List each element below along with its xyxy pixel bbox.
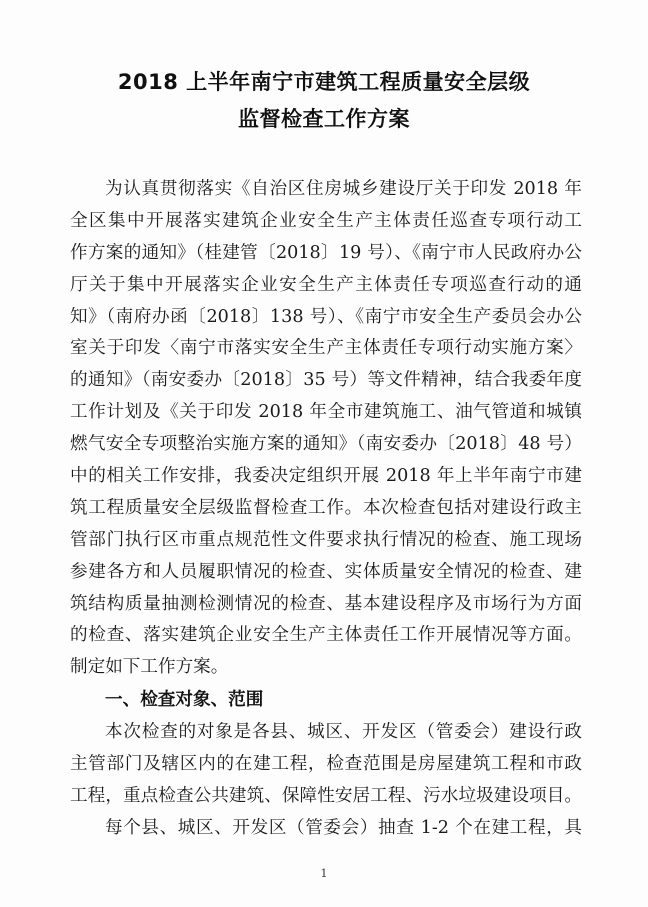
section-heading: 一、检查对象、范围 xyxy=(105,690,264,711)
intro-line: 的检查、落实建筑企业安全生产主体责任工作开展情况等方面。 xyxy=(70,625,582,646)
intro-line: 筑结构质量抽测检测情况的检查、基本建设程序及市场行为方面 xyxy=(70,593,582,614)
intro-line: 管部门执行区市重点规范性文件要求执行情况的检查、施工现场 xyxy=(70,529,582,550)
intro-line: 参建各方和人员履职情况的检查、实体质量安全情况的检查、建 xyxy=(70,561,582,582)
intro-line: 制定如下工作方案。 xyxy=(70,657,229,678)
intro-line: 室关于印发〈南宁市落实安全生产主体责任专项行动实施方案〉 xyxy=(70,338,582,359)
intro-line: 作方案的通知》（桂建管〔2018〕19 号）、《南宁市人民政府办公 xyxy=(70,242,582,263)
document-title-line-2: 监督检查工作方案 xyxy=(238,107,410,131)
intro-line: 中的相关工作安排，我委决定组织开展 2018 年上半年南宁市建 xyxy=(70,466,582,487)
section-line: 每个县、城区、开发区（管委会）抽查 1-2 个在建工程，具 xyxy=(105,817,582,838)
intro-line: 知》（南府办函〔2018〕138 号）、《南宁市安全生产委员会办公 xyxy=(70,306,582,327)
page-number: 1 xyxy=(320,867,328,880)
intro-line: 燃气安全专项整治实施方案的通知》（南安委办〔2018〕48 号） xyxy=(70,434,582,455)
intro-line: 的通知》（南安委办〔2018〕35 号）等文件精神，结合我委年度 xyxy=(70,370,582,391)
intro-line: 厅关于集中开展落实企业安全生产主体责任专项巡查行动的通 xyxy=(70,274,582,295)
intro-line: 全区集中开展落实建筑企业安全生产主体责任巡查专项行动工 xyxy=(70,210,582,231)
section-line: 工程，重点检查公共建筑、保障性安居工程、污水垃圾建设项目。 xyxy=(70,786,582,807)
document-body xyxy=(70,174,582,845)
document-title-line-1: 2018 上半年南宁市建筑工程质量安全层级 xyxy=(117,70,531,94)
intro-line: 工作计划及《关于印发 2018 年全市建筑施工、油气管道和城镇 xyxy=(70,402,582,423)
intro-line: 为认真贯彻落实《自治区住房城乡建设厅关于印发 2018 年 xyxy=(105,179,582,199)
intro-line: 筑工程质量安全层级监督检查工作。本次检查包括对建设行政主 xyxy=(70,497,582,518)
section-line: 本次检查的对象是各县、城区、开发区（管委会）建设行政 xyxy=(105,722,582,743)
section-line: 主管部门及辖区内的在建工程，检查范围是房屋建筑工程和市政 xyxy=(70,754,582,775)
